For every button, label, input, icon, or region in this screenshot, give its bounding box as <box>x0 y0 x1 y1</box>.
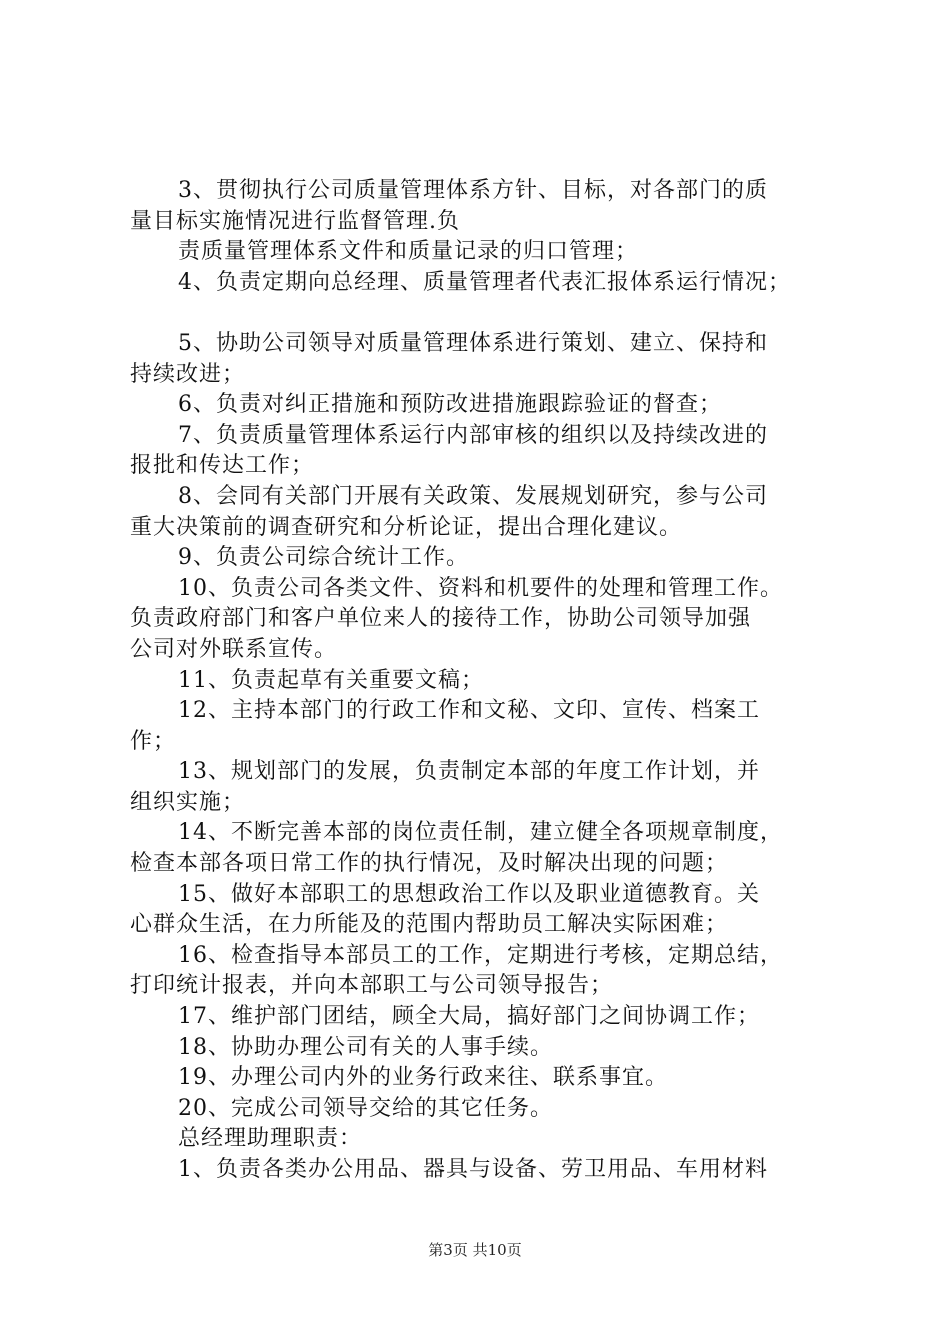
page-footer <box>0 1240 950 1260</box>
paragraph-line: 作； <box>130 728 177 754</box>
paragraph-line: 1、负责各类办公用品、器具与设备、劳卫用品、车用材料 <box>178 1157 768 1182</box>
paragraph-line: 18、协助办理公司有关的人事手续。 <box>178 1034 553 1060</box>
paragraph-line: 5、协助公司领导对质量管理体系进行策划、建立、保持和 <box>178 330 768 356</box>
paragraph-line: 量目标实施情况进行监督管理.负 <box>130 208 460 234</box>
paragraph-line: 12、主持本部门的行政工作和文秘、文印、宣传、档案工 <box>178 698 760 724</box>
paragraph-line: 重大决策前的调查研究和分析论证，提出合理化建议。 <box>130 514 683 540</box>
paragraph-line: 6、负责对纠正措施和预防改进措施跟踪验证的督查； <box>178 392 722 418</box>
document-body <box>130 176 836 1186</box>
paragraph-line: 16、检查指导本部员工的工作，定期进行考核，定期总结， <box>178 942 783 968</box>
paragraph-line: 心群众生活，在力所能及的范围内帮助员工解决实际困难； <box>130 912 729 938</box>
section-heading: 总经理助理职责： <box>178 1126 363 1152</box>
paragraph-line: 8、会同有关部门开展有关政策、发展规划研究，参与公司 <box>178 483 768 509</box>
paragraph-line: 19、办理公司内外的业务行政来往、联系事宜。 <box>178 1065 668 1091</box>
blank-line <box>130 298 836 329</box>
paragraph-line: 组织实施； <box>130 789 246 815</box>
paragraph-line: 负责政府部门和客户单位来人的接待工作，协助公司领导加强 <box>130 606 752 632</box>
paragraph-line: 检查本部各项日常工作的执行情况，及时解决出现的问题； <box>130 851 729 877</box>
paragraph-line: 报批和传达工作； <box>130 453 315 479</box>
paragraph-line: 责质量管理体系文件和质量记录的归口管理； <box>178 239 639 265</box>
paragraph-line: 11、负责起草有关重要文稿； <box>178 667 484 693</box>
paragraph-line: 公司对外联系宣传。 <box>130 636 338 662</box>
paragraph-line: 7、负责质量管理体系运行内部审核的组织以及持续改进的 <box>178 422 768 448</box>
paragraph-line: 15、做好本部职工的思想政治工作以及职业道德教育。关 <box>178 881 760 907</box>
paragraph-line: 持续改进； <box>130 361 246 387</box>
paragraph-line: 4、负责定期向总经理、质量管理者代表汇报体系运行情况； <box>178 269 791 295</box>
paragraph-line: 9、负责公司综合统计工作。 <box>178 545 469 571</box>
paragraph-line: 14、不断完善本部的岗位责任制，建立健全各项规章制度， <box>178 820 783 846</box>
paragraph-line: 13、规划部门的发展，负责制定本部的年度工作计划，并 <box>178 759 760 785</box>
page-number: 第3页 共10页 <box>428 1241 522 1259</box>
paragraph-line: 10、负责公司各类文件、资料和机要件的处理和管理工作。 <box>178 575 783 601</box>
paragraph-line: 17、维护部门团结，顾全大局，搞好部门之间协调工作； <box>178 1004 760 1030</box>
paragraph-line: 20、完成公司领导交给的其它任务。 <box>178 1095 553 1121</box>
paragraph-line: 打印统计报表，并向本部职工与公司领导报告； <box>130 973 614 999</box>
paragraph-line: 3、贯彻执行公司质量管理体系方针、目标，对各部门的质 <box>178 178 768 203</box>
